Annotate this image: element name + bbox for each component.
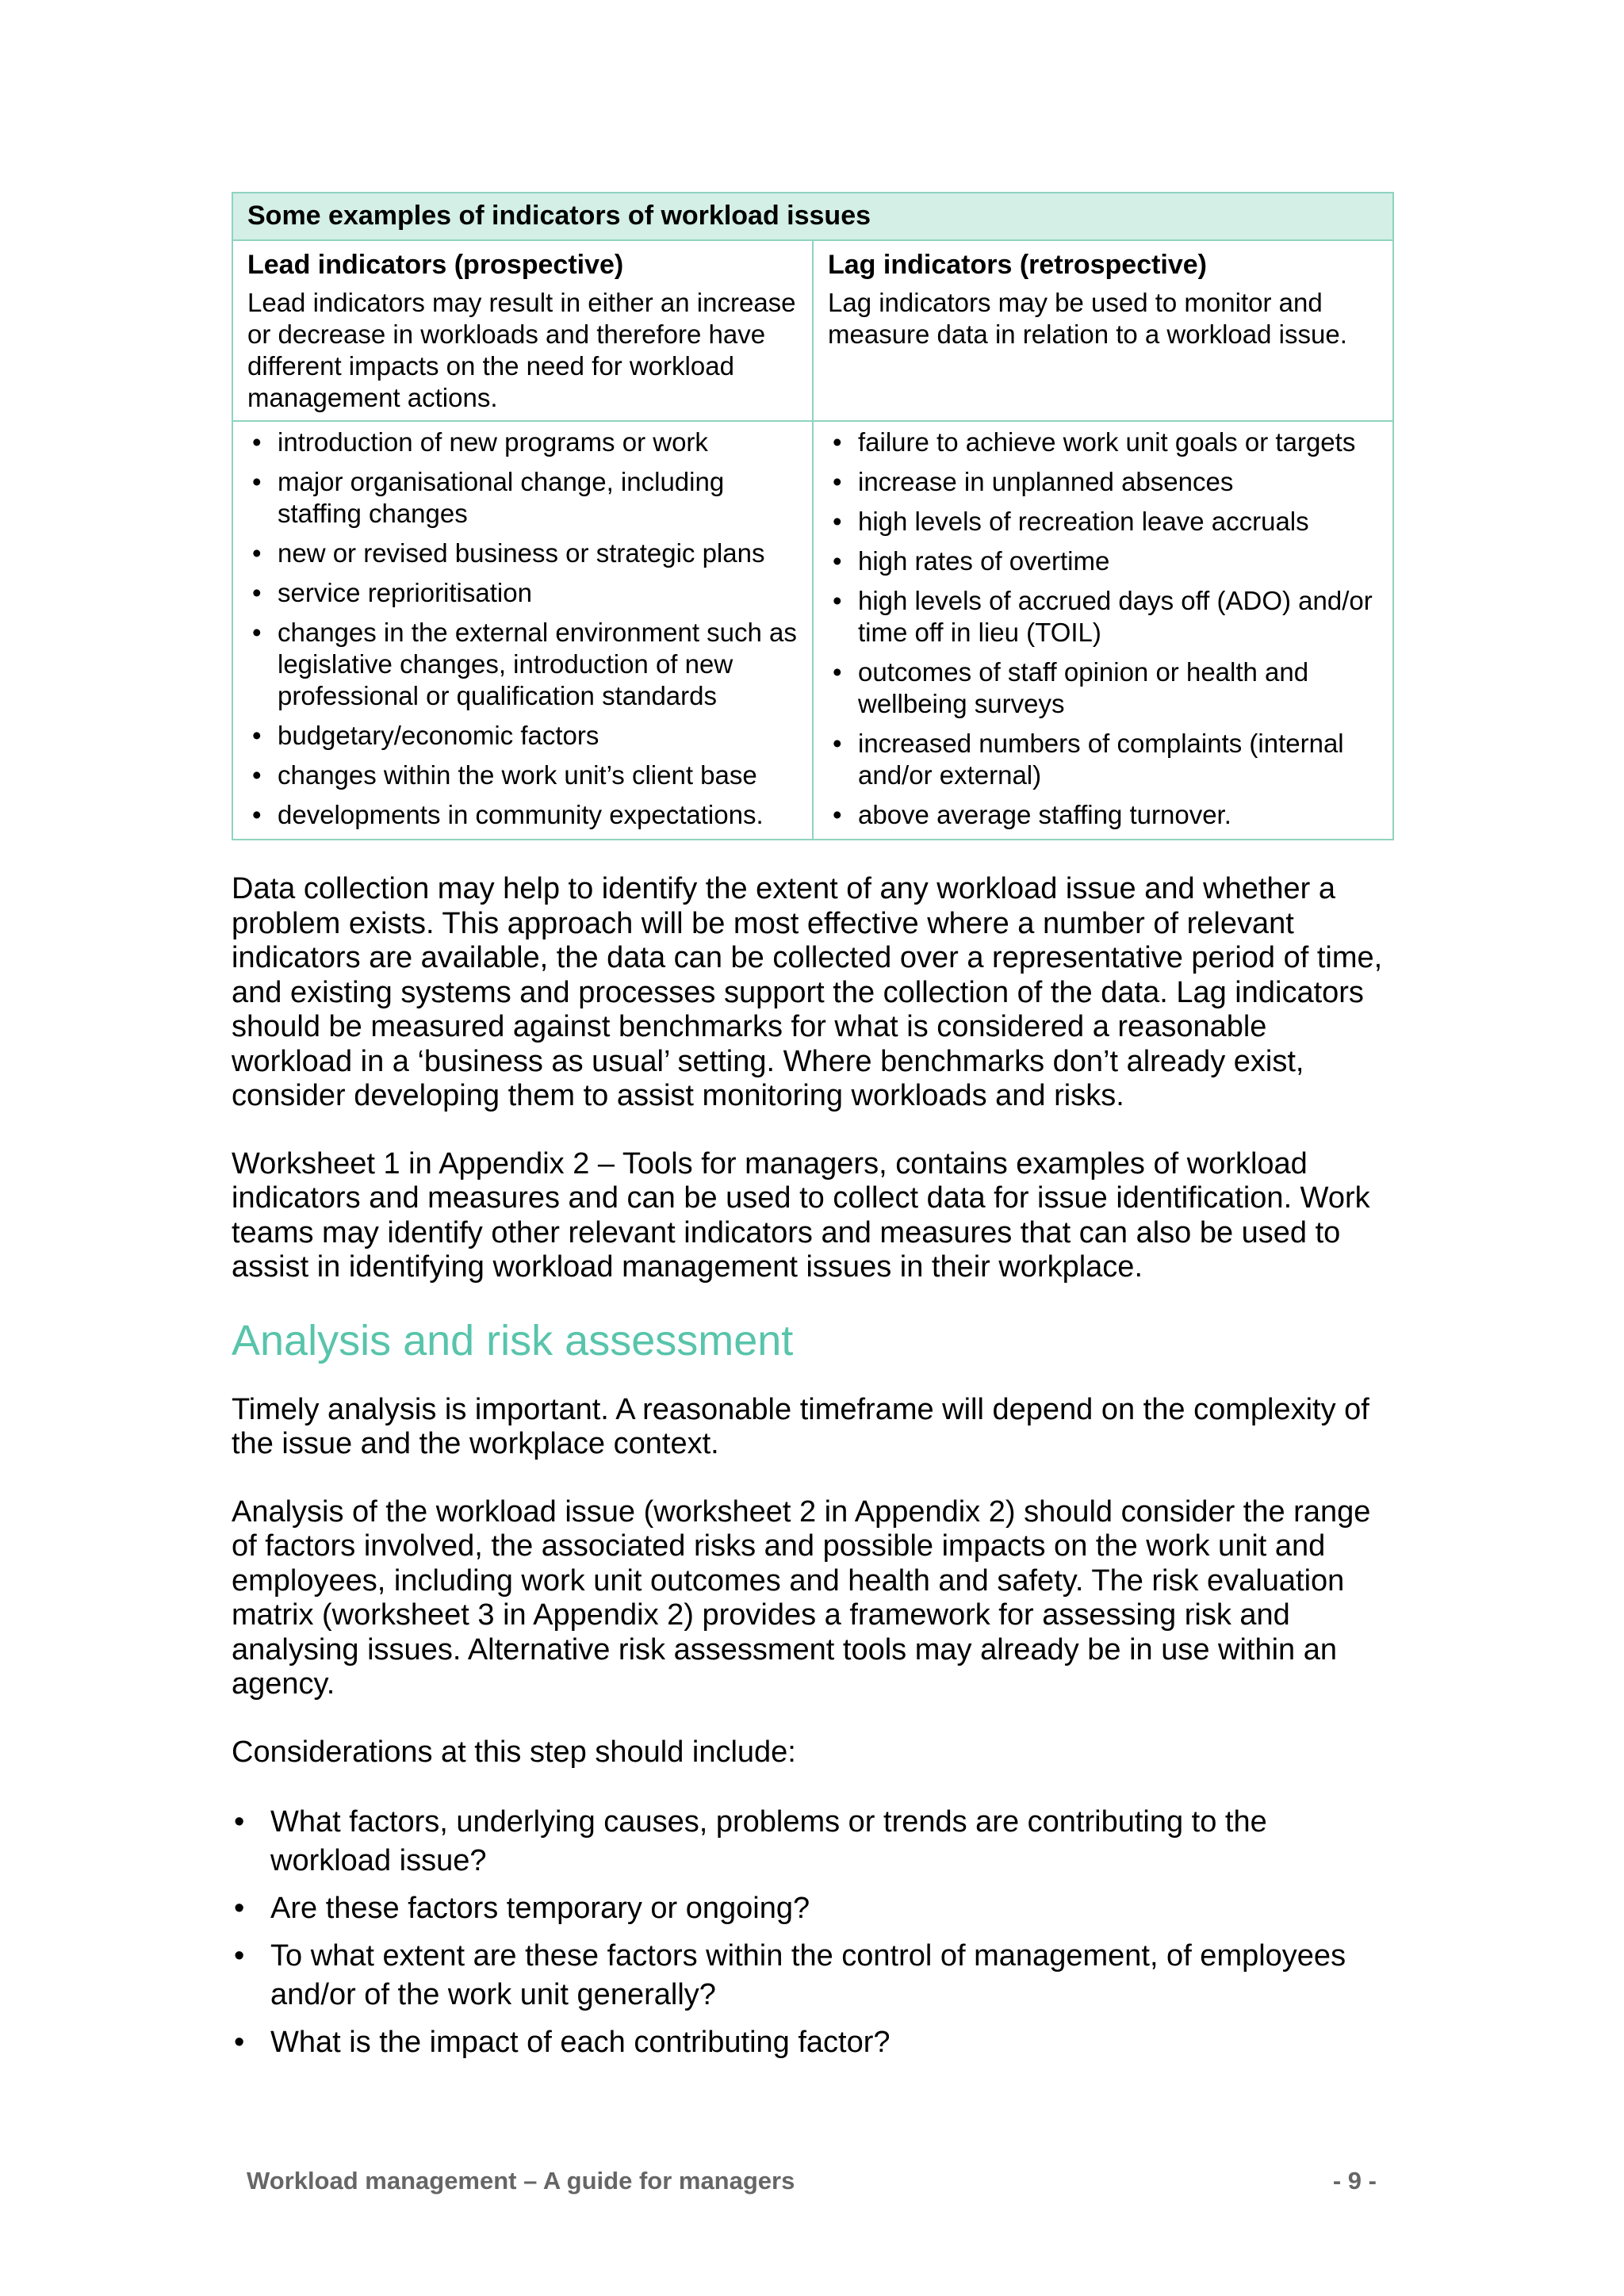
bullet-icon: •	[252, 467, 262, 496]
table-caption: Some examples of indicators of workload issues	[232, 193, 1393, 240]
bullet-icon: •	[252, 578, 262, 607]
bullet-icon: •	[833, 586, 842, 615]
lead-indicator-list	[247, 422, 798, 831]
bullet-icon: •	[833, 427, 842, 457]
list-item: • To what extent are these factors within the control of management, of employees and/or of the work unit generally?	[232, 1937, 1394, 2015]
bullet-icon: •	[252, 800, 262, 829]
lag-description: Lag indicators may be used to monitor and measure data in relation to a workload issue.	[828, 288, 1347, 349]
bullet-icon: •	[833, 507, 842, 536]
list-item: • What factors, underlying causes, problems or trends are contributing to the workload issue?	[232, 1803, 1394, 1881]
list-item: • high levels of recreation leave accruals	[833, 507, 1309, 536]
bullet-icon: •	[833, 729, 842, 758]
paragraph-timely-analysis: Timely analysis is important. A reasonable timeframe will depend on the complexity of the issue and the workplace context.	[232, 1392, 1369, 1460]
document-page	[232, 192, 1394, 2071]
list-item: • Are these factors temporary or ongoing?	[232, 1889, 1394, 1928]
paragraph-data-collection: Data collection may help to identify the extent of any workload issue and whether a problem exists. This approach will be most effective where a number of relevant indicators are available, the data can be collected over a representative period of time, and existing systems and processes support the collection of the data. Lag indicators should be measured against benchmarks for what is considered a reasonable workload in a ‘business as usual’ setting. Where benchmarks don’t already exist, consider developing them to assist monitoring workloads and risks.	[232, 872, 1383, 1112]
bullet-icon: •	[252, 760, 262, 790]
list-item: • changes in the external environment such as legislative changes, introduction of new professional or qualification standards	[252, 618, 797, 710]
paragraph-analysis: Analysis of the workload issue (worksheet 2 in Appendix 2) should consider the range of factors involved, the associated risks and possible impacts on the work unit and employees, including work unit outcomes and health and safety. The risk evaluation matrix (worksheet 3 in Appendix 2) provides a framework for assessing risk and analysing issues. Alternative risk assessment tools may already be in use within an agency.	[232, 1494, 1371, 1701]
indicators-table	[232, 192, 1394, 840]
list-item: • major organisational change, including staffing changes	[252, 467, 725, 528]
bullet-icon: •	[252, 721, 262, 750]
bullet-icon: •	[252, 618, 262, 647]
lead-header-cell	[232, 240, 813, 421]
bullet-icon: •	[833, 657, 842, 687]
list-item: • new or revised business or strategic plans	[252, 538, 765, 568]
bullet-icon: •	[234, 1892, 245, 1925]
bullet-icon: •	[252, 538, 262, 568]
list-item: • What is the impact of each contributing factor?	[232, 2023, 1394, 2062]
bullet-icon: •	[234, 1805, 245, 1839]
bullet-icon: •	[833, 800, 842, 829]
list-item: • high rates of overtime	[833, 546, 1110, 576]
lag-indicator-list	[828, 422, 1378, 831]
paragraph-worksheet-1: Worksheet 1 in Appendix 2 – Tools for managers, contains examples of workload indicators and measures and can be used to collect data for issue identification. Work teams may identify other relevant indicators and measures that can also be used to assist in identifying workload management issues in their workplace.	[232, 1146, 1370, 1284]
lag-header-cell	[813, 240, 1393, 421]
list-item: • above average staffing turnover.	[833, 800, 1231, 829]
section-heading: Analysis and risk assessment	[232, 1316, 794, 1364]
lag-items-cell	[813, 421, 1393, 840]
list-item: • service reprioritisation	[252, 578, 532, 607]
list-item: • budgetary/economic factors	[252, 721, 599, 750]
page-number: - 9 -	[1332, 2167, 1377, 2195]
lead-items-cell	[232, 421, 813, 840]
considerations-list	[232, 1803, 1394, 2062]
lead-description: Lead indicators may result in either an increase or decrease in workloads and therefore have different impacts on the need for workload management actions.	[247, 288, 796, 412]
paragraph-considerations-intro: Considerations at this step should include:	[232, 1735, 796, 1769]
bullet-icon: •	[833, 546, 842, 576]
lead-heading: Lead indicators (prospective)	[247, 250, 624, 280]
list-item: • changes within the work unit’s client base	[252, 760, 757, 790]
list-item: • increase in unplanned absences	[833, 467, 1234, 496]
list-item: • increased numbers of complaints (internal and/or external)	[833, 729, 1344, 790]
bullet-icon: •	[252, 427, 262, 457]
list-item: • high levels of accrued days off (ADO) and/or time off in lieu (TOIL)	[833, 586, 1373, 647]
lag-heading: Lag indicators (retrospective)	[828, 250, 1208, 280]
list-item: • outcomes of staff opinion or health and wellbeing surveys	[833, 657, 1309, 718]
bullet-icon: •	[833, 467, 842, 496]
bullet-icon: •	[234, 2026, 245, 2059]
list-item: • developments in community expectations.	[252, 800, 764, 829]
bullet-icon: •	[234, 1939, 245, 1973]
footer-title: Workload management – A guide for managers	[247, 2167, 795, 2195]
list-item: • introduction of new programs or work	[252, 427, 708, 457]
page-footer	[247, 2167, 1377, 2195]
list-item: • failure to achieve work unit goals or targets	[833, 427, 1356, 457]
